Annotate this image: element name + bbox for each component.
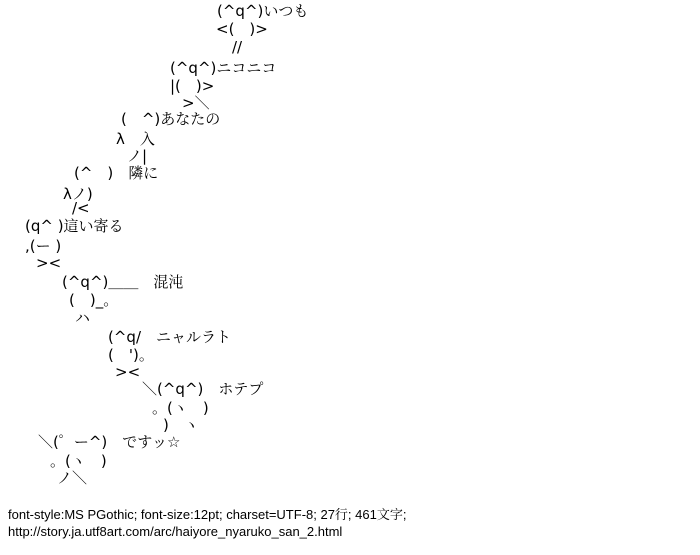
aa-line: (q^ )這い寄る: [25, 217, 124, 235]
aa-line: ( ^)あなたの: [121, 110, 221, 128]
aa-line: //: [232, 38, 243, 56]
aa-line: 。(ヽ ): [50, 452, 107, 470]
aa-line: λノ): [63, 185, 93, 203]
footer-source-url: http://story.ja.utf8art.com/arc/haiyore_nyaruko_san_2.html: [8, 524, 343, 539]
aa-line: /<: [72, 199, 90, 217]
aa-line: ( ')。: [108, 346, 154, 364]
aa-line: ><: [115, 363, 141, 381]
aa-line: (^ ) 隣に: [74, 164, 159, 182]
aa-line: λ 入: [116, 130, 155, 148]
aa-line: ,(ー ): [25, 237, 62, 255]
aa-line: >＼: [182, 94, 210, 112]
aa-line: ＼(゜ー^) ですッ☆: [38, 433, 181, 451]
aa-line: (^q/ ニャルラト: [108, 328, 231, 346]
aa-line: ハ: [75, 309, 91, 327]
aa-line: (^q^)いつも: [217, 2, 309, 20]
aa-line: |( )>: [170, 77, 215, 95]
aa-line: <( )>: [216, 20, 268, 38]
aa-line: ) ヽ: [163, 416, 199, 434]
aa-line: ＼(^q^) ホテプ: [142, 380, 264, 398]
footer-meta-text: font-style:MS PGothic; font-size:12pt; charset=UTF-8; 27行; 461文字;: [8, 507, 407, 522]
aa-line: 。(ヽ ): [152, 399, 209, 417]
aa-line: ( )_。: [69, 291, 119, 309]
aa-line: ><: [36, 254, 62, 272]
aa-line: ノ|: [127, 147, 148, 165]
aa-line: (^q^)ニコニコ: [170, 59, 277, 77]
aa-line: ノ＼: [57, 469, 88, 487]
aa-line: (^q^)＿＿ 混沌: [62, 273, 184, 291]
